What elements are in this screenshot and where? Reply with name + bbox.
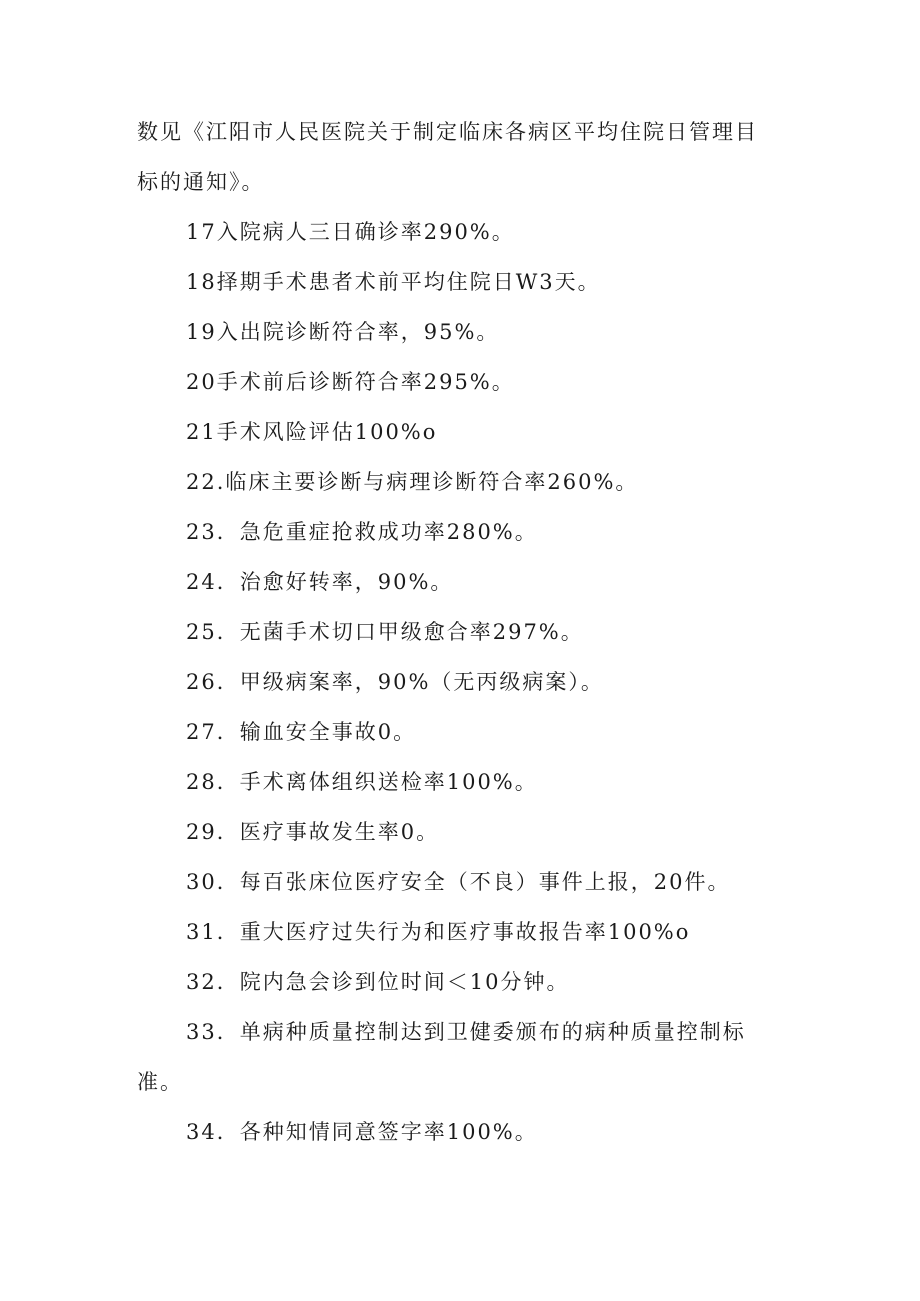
item-34: 34．各种知情同意签字率100%。 (186, 1120, 538, 1144)
item-31: 31．重大医疗过失行为和医疗事故报告率100%o (186, 920, 691, 944)
item-29: 29．医疗事故发生率0。 (186, 820, 440, 844)
item-26: 26．甲级病案率，90%（无丙级病案）。 (186, 670, 604, 694)
item-22: 22.临床主要诊断与病理诊断符合率260%。 (186, 470, 639, 494)
item-32: 32．院内急会诊到位时间＜10分钟。 (186, 970, 570, 994)
item-18: 18择期手术患者术前平均住院日W3天。 (186, 270, 601, 294)
item-25: 25．无菌手术切口甲级愈合率297%。 (186, 620, 584, 644)
item-30: 30．每百张床位医疗安全（不良）事件上报，20件。 (186, 870, 731, 894)
paragraph-line-1: 数见《江阳市人民医院关于制定临床各病区平均住院日管理目 (137, 120, 758, 144)
item-23: 23．急危重症抢救成功率280%。 (186, 520, 538, 544)
item-33-continuation: 准。 (137, 1070, 183, 1094)
paragraph-line-2: 标的通知》。 (137, 170, 265, 194)
item-27: 27．输血安全事故0。 (186, 720, 417, 744)
item-24: 24．治愈好转率，90%。 (186, 570, 454, 594)
item-19: 19入出院诊断符合率，95%。 (186, 320, 500, 344)
item-28: 28．手术离体组织送检率100%。 (186, 770, 538, 794)
item-21: 21手术风险评估100%o (186, 420, 438, 444)
item-20: 20手术前后诊断符合率295%。 (186, 370, 515, 394)
item-33: 33．单病种质量控制达到卫健委颁布的病种质量控制标 (186, 1020, 746, 1044)
item-17: 17入院病人三日确诊率290%。 (186, 220, 515, 244)
